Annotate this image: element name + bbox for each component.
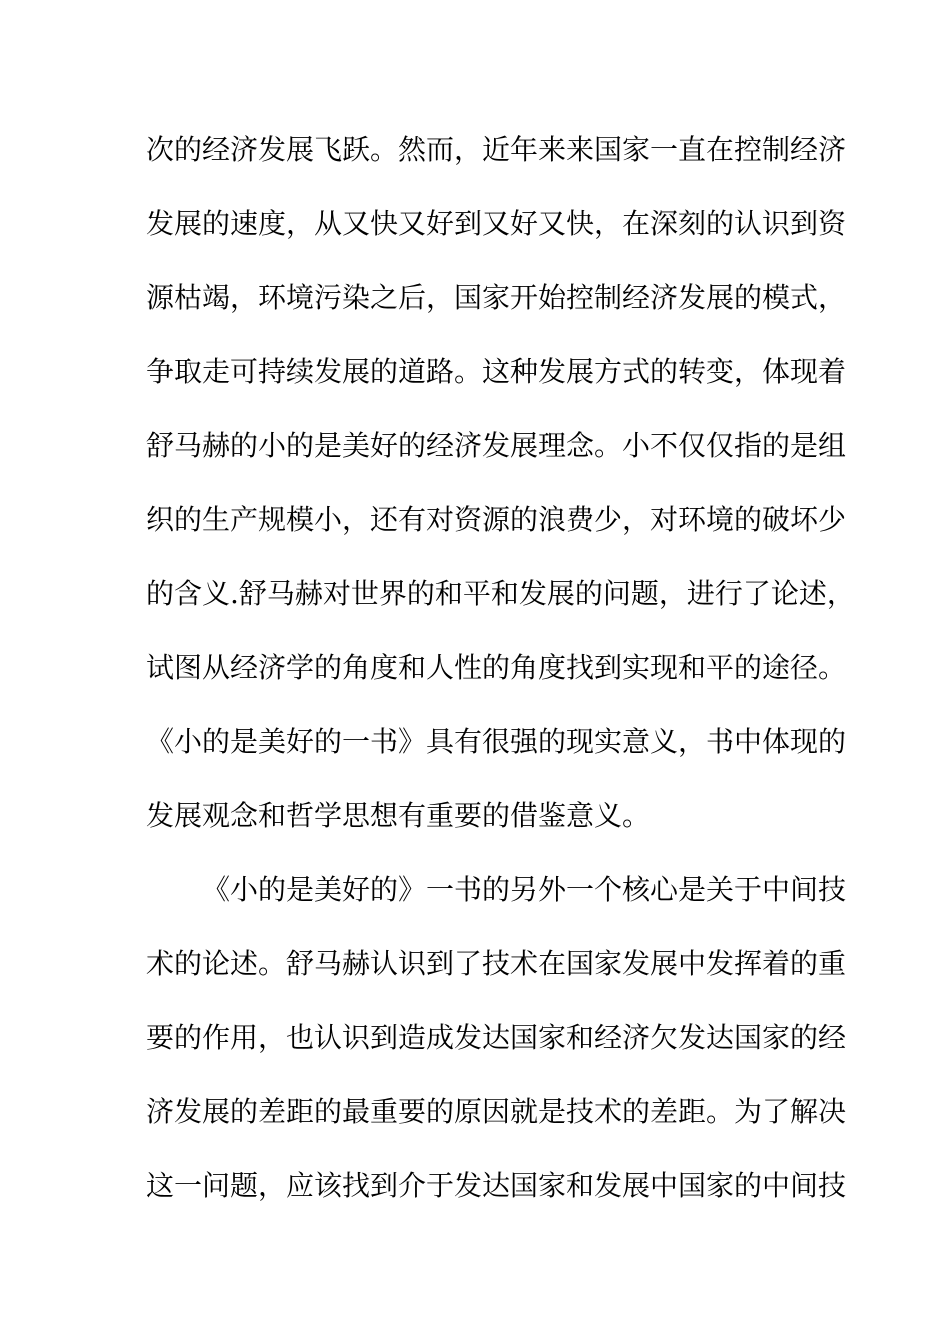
text-line: 《小的是美好的一书》具有很强的现实意义，书中体现的 — [146, 725, 847, 758]
text-line: 济发展的差距的最重要的原因就是技术的差距。为了解决 — [146, 1095, 847, 1128]
text-line-indented: 《小的是美好的》一书的另外一个核心是关于中间技 — [202, 873, 847, 906]
text-line: 这一问题，应该找到介于发达国家和发展中国家的中间技 — [146, 1169, 847, 1202]
text-line: 要的作用，也认识到造成发达国家和经济欠发达国家的经 — [146, 1021, 847, 1054]
text-line: 的含义.舒马赫对世界的和平和发展的问题，进行了论述， — [146, 577, 855, 610]
text-line: 发展观念和哲学思想有重要的借鉴意义。 — [146, 799, 651, 832]
text-line: 术的论述。舒马赫认识到了技术在国家发展中发挥着的重 — [146, 947, 847, 980]
text-line: 争取走可持续发展的道路。这种发展方式的转变，体现着 — [146, 355, 847, 388]
text-line: 源枯竭，环境污染之后，国家开始控制经济发展的模式， — [146, 281, 847, 314]
text-line: 发展的速度，从又快又好到又好又快，在深刻的认识到资 — [146, 207, 847, 240]
text-line: 织的生产规模小，还有对资源的浪费少，对环境的破坏少 — [146, 503, 847, 536]
text-line: 次的经济发展飞跃。然而，近年来来国家一直在控制经济 — [146, 133, 847, 166]
text-line: 试图从经济学的角度和人性的角度找到实现和平的途径。 — [146, 651, 847, 684]
text-line: 舒马赫的小的是美好的经济发展理念。小不仅仅指的是组 — [146, 429, 847, 462]
